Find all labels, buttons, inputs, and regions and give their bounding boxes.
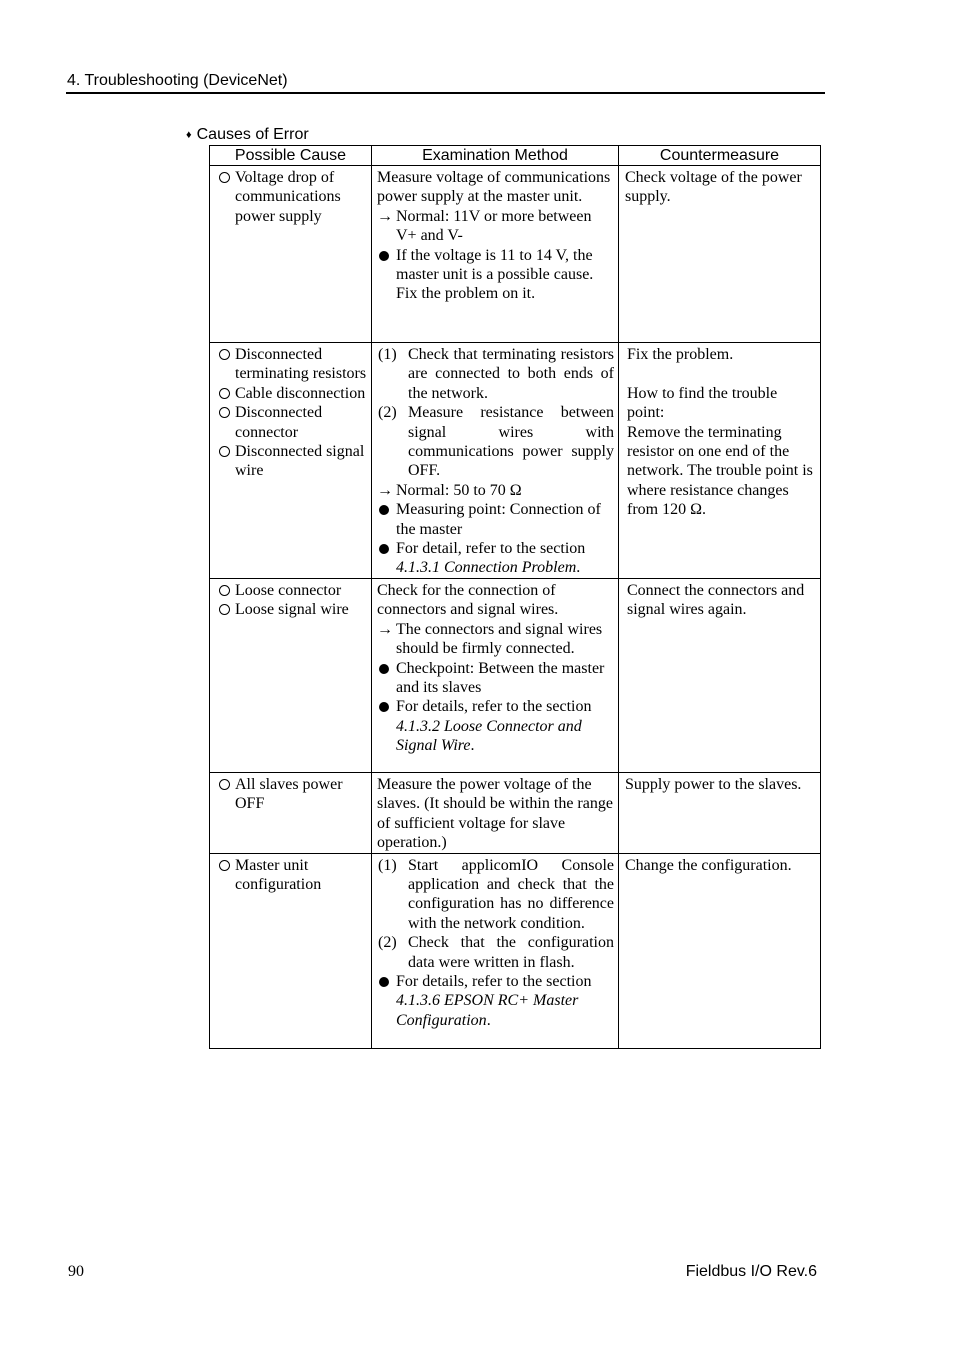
diamond-bullet-icon: ♦ — [186, 129, 192, 141]
exam-intro: Check for the connection of connectors and signal wires. — [377, 581, 559, 619]
exam-bullet-text: For details, refer to the section — [396, 698, 592, 716]
exam-numbered-text: Check that the configuration data were written in flash. — [408, 934, 614, 971]
exam-bullet-text: For details, refer to the section — [396, 972, 592, 990]
section-heading — [186, 126, 309, 144]
causes-of-error-table — [209, 145, 821, 1049]
bullet-dot-icon — [379, 251, 389, 261]
cause-item: Cable disconnection — [218, 384, 367, 403]
countermeasure-cell — [619, 853, 821, 1048]
period: . — [576, 559, 581, 577]
exam-bullet-item — [377, 697, 614, 755]
exam-bullet-item — [377, 539, 614, 578]
cause-item: Voltage drop of communications power supply — [218, 168, 367, 226]
item-number: (2) — [378, 404, 397, 422]
cause-item: All slaves power OFF — [218, 775, 367, 814]
countermeasure-text: Change the configuration. — [625, 856, 792, 874]
section-reference: 4.1.3.6 EPSON RC+ Master Configuration — [396, 992, 579, 1029]
column-header-examination-method: Examination Method — [372, 146, 619, 166]
examination-method-cell — [372, 343, 619, 579]
arrow-icon: → — [377, 207, 393, 225]
exam-numbered-item — [377, 856, 614, 934]
bullet-dot-icon — [379, 664, 389, 674]
exam-bullet-text: Checkpoint: Between the master and its slaves — [396, 659, 605, 696]
countermeasure-text: Supply power to the slaves. — [625, 775, 802, 793]
spacer — [627, 364, 816, 383]
exam-arrow-item — [377, 620, 614, 659]
header-rule — [66, 92, 825, 94]
exam-bullet-text: If the voltage is 11 to 14 V, the master unit is a possible cause. Fix the problem on it. — [396, 246, 594, 303]
possible-cause-cell — [210, 578, 372, 772]
column-header-possible-cause: Possible Cause — [210, 146, 372, 166]
column-header-countermeasure: Countermeasure — [619, 146, 821, 166]
possible-cause-cell — [210, 772, 372, 853]
exam-numbered-text: Measure resistance between signal wires with communications power supply OFF. — [408, 404, 614, 480]
bullet-dot-icon — [379, 977, 389, 987]
examination-method-cell — [372, 772, 619, 853]
period: . — [470, 737, 475, 755]
exam-bullet-item — [377, 246, 614, 304]
cause-item: Master unit configuration — [218, 856, 367, 895]
countermeasure-text: Check voltage of the power supply. — [625, 169, 802, 206]
item-number: (2) — [378, 934, 397, 952]
table-row — [210, 166, 821, 343]
examination-method-cell — [372, 166, 619, 343]
section-reference: 4.1.3.2 Loose Connector and Signal Wire — [396, 717, 582, 755]
cause-item: Disconnected connector — [218, 403, 367, 442]
exam-numbered-text: Start applicomIO Console application and check that the configuration has no difference with the network condition. — [408, 856, 614, 932]
bullet-dot-icon — [379, 505, 389, 515]
countermeasure-text: Remove the terminating resistor on one end of the network. The trouble point is where resistance changes from 120 Ω. — [627, 423, 813, 519]
section-reference: 4.1.3.1 Connection Problem — [396, 559, 577, 577]
exam-arrow-text: Normal: 11V or more between V+ and V- — [396, 207, 592, 245]
countermeasure-cell — [619, 772, 821, 853]
exam-numbered-item — [377, 403, 614, 481]
exam-bullet-item — [377, 500, 614, 539]
examination-method-cell — [372, 853, 619, 1048]
item-number: (1) — [378, 346, 397, 363]
exam-numbered-text: Check that terminating resistors are connected to both ends of the network. — [408, 346, 614, 402]
exam-bullet-item — [377, 972, 614, 1030]
arrow-icon: → — [377, 481, 393, 499]
exam-numbered-item — [377, 933, 614, 972]
countermeasure-cell — [619, 343, 821, 579]
table-header-row — [210, 146, 821, 166]
countermeasure-cell — [619, 166, 821, 343]
cause-item: Loose connector — [218, 581, 367, 600]
possible-cause-cell — [210, 166, 372, 343]
exam-bullet-item — [377, 659, 614, 698]
exam-intro: Measure the power voltage of the slaves. (It should be within the range of sufficient voltage for slave operation.) — [377, 775, 613, 852]
table-row — [210, 343, 821, 579]
possible-cause-cell — [210, 853, 372, 1048]
table-row — [210, 578, 821, 772]
examination-method-cell — [372, 578, 619, 772]
cause-item: Disconnected terminating resistors — [218, 345, 367, 384]
exam-bullet-text: Measuring point: Connection of the master — [396, 501, 601, 538]
exam-arrow-item — [377, 207, 614, 246]
cause-item: Disconnected signal wire — [218, 442, 367, 481]
table-row — [210, 772, 821, 853]
section-title: Causes of Error — [196, 126, 309, 143]
countermeasure-text: How to find the trouble point: — [627, 384, 778, 422]
countermeasure-text: Connect the connectors and signal wires again. — [627, 581, 805, 619]
exam-arrow-text: The connectors and signal wires should be firmly connected. — [396, 620, 603, 658]
page-number: 90 — [68, 1263, 84, 1280]
exam-intro: Measure voltage of communications power supply at the master unit. — [377, 169, 611, 206]
possible-cause-cell — [210, 343, 372, 579]
arrow-icon: → — [377, 620, 393, 638]
table-row — [210, 853, 821, 1048]
exam-arrow-item — [377, 481, 614, 500]
countermeasure-cell — [619, 578, 821, 772]
period: . — [486, 1011, 491, 1029]
cause-item: Loose signal wire — [218, 600, 367, 619]
exam-numbered-item — [377, 345, 614, 403]
bullet-dot-icon — [379, 702, 389, 712]
running-head: 4. Troubleshooting (DeviceNet) — [67, 72, 288, 89]
bullet-dot-icon — [379, 544, 389, 554]
exam-arrow-text: Normal: 50 to 70 Ω — [396, 481, 522, 499]
document-title: Fieldbus I/O Rev.6 — [685, 1263, 817, 1280]
item-number: (1) — [378, 856, 397, 874]
exam-bullet-text: For detail, refer to the section — [396, 540, 586, 558]
countermeasure-text: Fix the problem. — [627, 346, 734, 363]
